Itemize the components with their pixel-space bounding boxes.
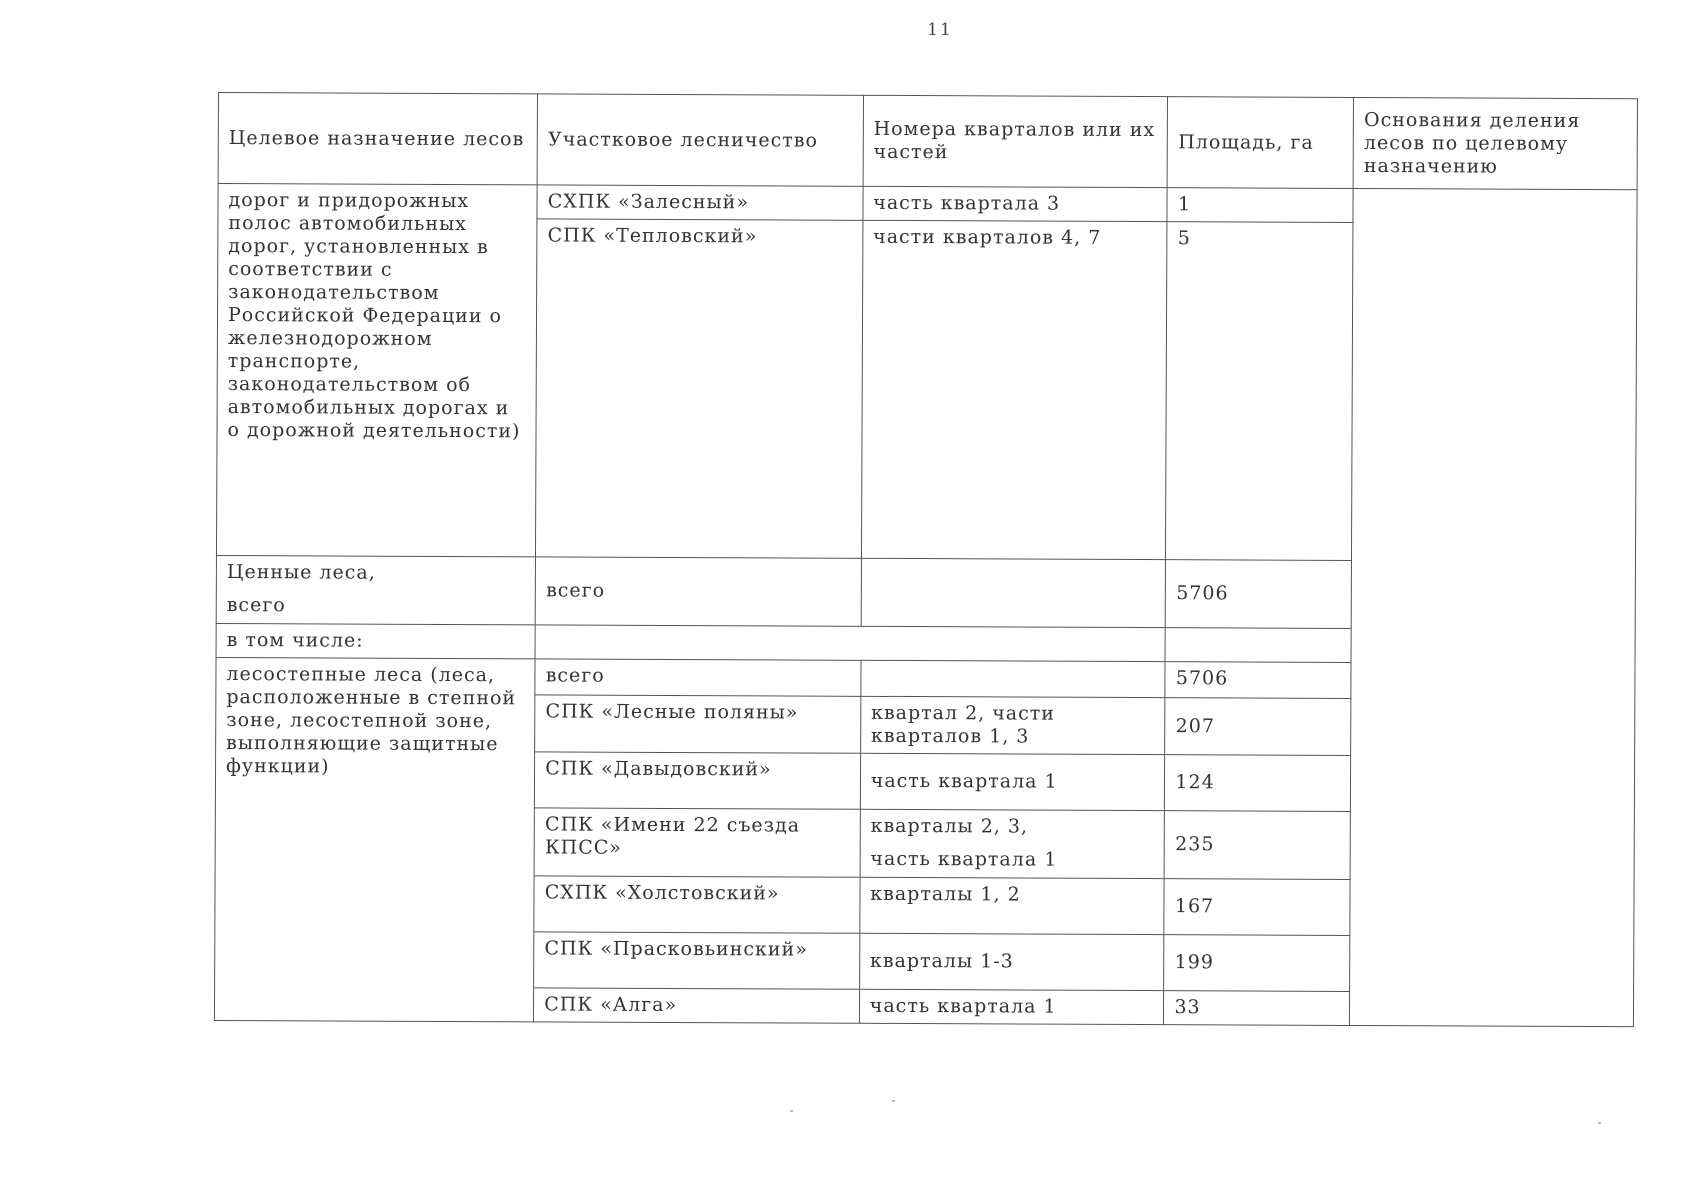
- scan-speck: [790, 1110, 793, 1112]
- empty-cell: [1165, 628, 1351, 663]
- area-cell: 1: [1167, 188, 1353, 223]
- forestry-cell: всего: [535, 557, 861, 626]
- area-cell: 5: [1166, 222, 1353, 561]
- area-cell: 207: [1165, 698, 1351, 756]
- quarters-line2: часть квартала 1: [870, 847, 1058, 871]
- reasons-cell: [1350, 188, 1637, 1026]
- scan-speck: [892, 1100, 895, 1102]
- forest-purpose-table: [214, 92, 1638, 1027]
- document-sheet: [214, 92, 1638, 1098]
- area-cell: 124: [1165, 755, 1351, 812]
- quarters-cell: [861, 660, 1166, 697]
- header-purpose: Целевое назначение лесов: [218, 93, 538, 185]
- header-quarters: Номера кварталов или их частей: [863, 95, 1168, 187]
- purpose-steppe-cell: лесостепные леса (леса, расположенные в степной зоне, лесостепной зоне, выполняющие защитные функции): [214, 657, 535, 1021]
- area-cell: 199: [1164, 935, 1350, 992]
- quarters-cell: кварталы 1-3: [859, 933, 1164, 990]
- forestry-cell: СПК «Алга»: [534, 988, 860, 1023]
- quarters-cell: [861, 558, 1166, 627]
- quarters-cell: части кварталов 4, 7: [861, 220, 1167, 559]
- purpose-valuable-line1: Ценные леса,: [226, 561, 376, 584]
- purpose-roads-cell: дорог и придорожных полос автомобильных дорог, установленных в соответствии с законодательством Российской Федерации о железнодорожном транспорте, законодательством об автомобильных дорогах и о дорожной деятельности): [216, 184, 537, 557]
- quarters-cell: часть квартала 1: [859, 989, 1164, 1024]
- forestry-cell: СПК «Давыдовский»: [535, 752, 861, 809]
- empty-cell: [535, 625, 1165, 662]
- forestry-cell: СХПК «Холстовский»: [534, 876, 860, 933]
- header-reasons: Основания деления лесов по целевому назначению: [1353, 97, 1637, 189]
- quarters-line1: кварталы 2, 3,: [870, 814, 1029, 838]
- quarters-cell: [860, 809, 1165, 878]
- table-row: [218, 184, 1637, 224]
- area-cell: 33: [1164, 991, 1350, 1026]
- forestry-cell: СХПК «Залесный»: [537, 185, 863, 220]
- forestry-cell: СПК «Лесные поляны»: [535, 695, 861, 753]
- forestry-cell: всего: [535, 659, 861, 696]
- forestry-cell: СПК «Прасковьинский»: [534, 932, 860, 989]
- area-cell: 235: [1165, 811, 1351, 880]
- area-cell: 167: [1164, 879, 1350, 936]
- scan-speck: [1598, 1122, 1601, 1124]
- quarters-cell: часть квартала 3: [863, 186, 1168, 221]
- area-cell: 5706: [1165, 662, 1351, 699]
- quarters-cell: кварталы 1, 2: [860, 877, 1165, 934]
- header-forestry: Участковое лесничество: [537, 94, 863, 186]
- quarters-cell: часть квартала 1: [860, 753, 1165, 810]
- header-area: Площадь, га: [1168, 97, 1354, 189]
- quarters-cell: квартал 2, части кварталов 1, 3: [860, 696, 1165, 754]
- page-number: 11: [927, 20, 953, 40]
- area-cell: 5706: [1166, 560, 1352, 629]
- purpose-valuable-line2: всего: [226, 594, 286, 617]
- forestry-cell: СПК «Имени 22 съезда КПСС»: [534, 808, 860, 877]
- including-label-cell: в том числе:: [216, 623, 535, 658]
- forestry-cell: СПК «Тепловский»: [536, 219, 863, 558]
- table-header-row: [218, 93, 1637, 190]
- purpose-valuable-cell: [216, 555, 536, 624]
